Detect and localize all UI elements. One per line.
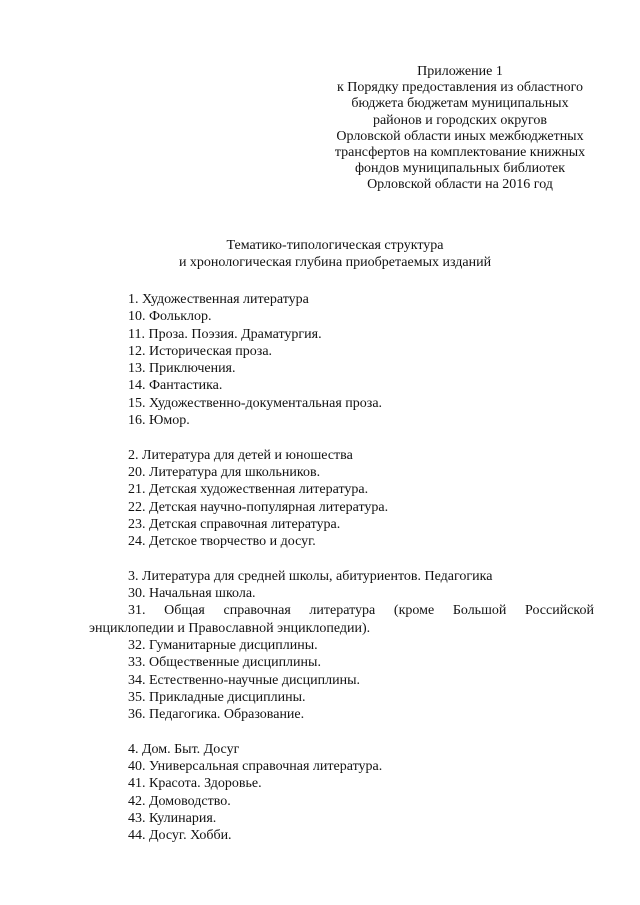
- appendix-line: районов и городских округов: [372, 112, 548, 128]
- appendix-line: фондов муниципальных библиотек: [354, 161, 566, 177]
- appendix-line: к Порядку предоставления из областного: [336, 80, 584, 96]
- document-title: [150, 238, 520, 271]
- list-item-wrapped-second: энциклопедии и Православной энциклопедии).: [89, 620, 371, 636]
- list-item-wrapped-first: 31. Общая справочная литература (кроме Большой Российской: [128, 603, 594, 619]
- list-item: 13. Приключения.: [128, 361, 236, 377]
- appendix-line: Орловской области на 2016 год: [367, 177, 553, 193]
- appendix-line: Приложение 1: [417, 64, 503, 79]
- appendix-line: бюджета бюджетам муниципальных: [351, 96, 569, 112]
- list-item: 2. Литература для детей и юношества: [128, 447, 353, 463]
- appendix-line: Орловской области иных межбюджетных: [336, 128, 584, 144]
- document-body: [89, 291, 594, 862]
- section-children: [89, 447, 594, 551]
- list-item: 21. Детская художественная литература.: [128, 482, 369, 498]
- list-item: 22. Детская научно-популярная литература.: [128, 499, 389, 515]
- list-item: 11. Проза. Поэзия. Драматургия.: [128, 326, 322, 342]
- list-item: 44. Досуг. Хобби.: [128, 828, 232, 844]
- list-item: 20. Литература для школьников.: [128, 464, 321, 480]
- list-item: 3. Литература для средней школы, абитуриентов. Педагогика: [128, 568, 493, 584]
- list-item: 35. Прикладные дисциплины.: [128, 689, 306, 705]
- list-item: 14. Фантастика.: [128, 378, 223, 394]
- list-item: 40. Универсальная справочная литература.: [128, 759, 383, 775]
- list-item: 4. Дом. Быт. Досуг: [128, 741, 240, 757]
- title-line: и хронологическая глубина приобретаемых изданий: [178, 254, 492, 270]
- section-school: [89, 568, 594, 724]
- list-item: 15. Художественно-документальная проза.: [128, 395, 383, 411]
- list-item: 16. Юмор.: [128, 413, 190, 429]
- list-item: 42. Домоводство.: [128, 793, 231, 809]
- list-item: 33. Общественные дисциплины.: [128, 655, 321, 671]
- appendix-header: [322, 64, 598, 194]
- list-item: 36. Педагогика. Образование.: [128, 707, 305, 723]
- appendix-line: трансфертов на комплектование книжных: [334, 145, 586, 161]
- list-item: 41. Красота. Здоровье.: [128, 776, 262, 792]
- title-line: Тематико-типологическая структура: [226, 238, 444, 253]
- list-item: 32. Гуманитарные дисциплины.: [128, 637, 318, 653]
- list-item: 23. Детская справочная литература.: [128, 516, 341, 532]
- list-item: 1. Художественная литература: [128, 292, 309, 307]
- list-item: 24. Детское творчество и досуг.: [128, 534, 316, 550]
- list-item: 30. Начальная школа.: [128, 586, 256, 602]
- list-item: 12. Историческая проза.: [128, 343, 273, 359]
- section-home: [89, 741, 594, 845]
- list-item: 10. Фольклор.: [128, 309, 212, 325]
- list-item: 43. Кулинария.: [128, 810, 217, 826]
- section-fiction: [89, 291, 594, 429]
- list-item: 34. Естественно-научные дисциплины.: [128, 672, 360, 688]
